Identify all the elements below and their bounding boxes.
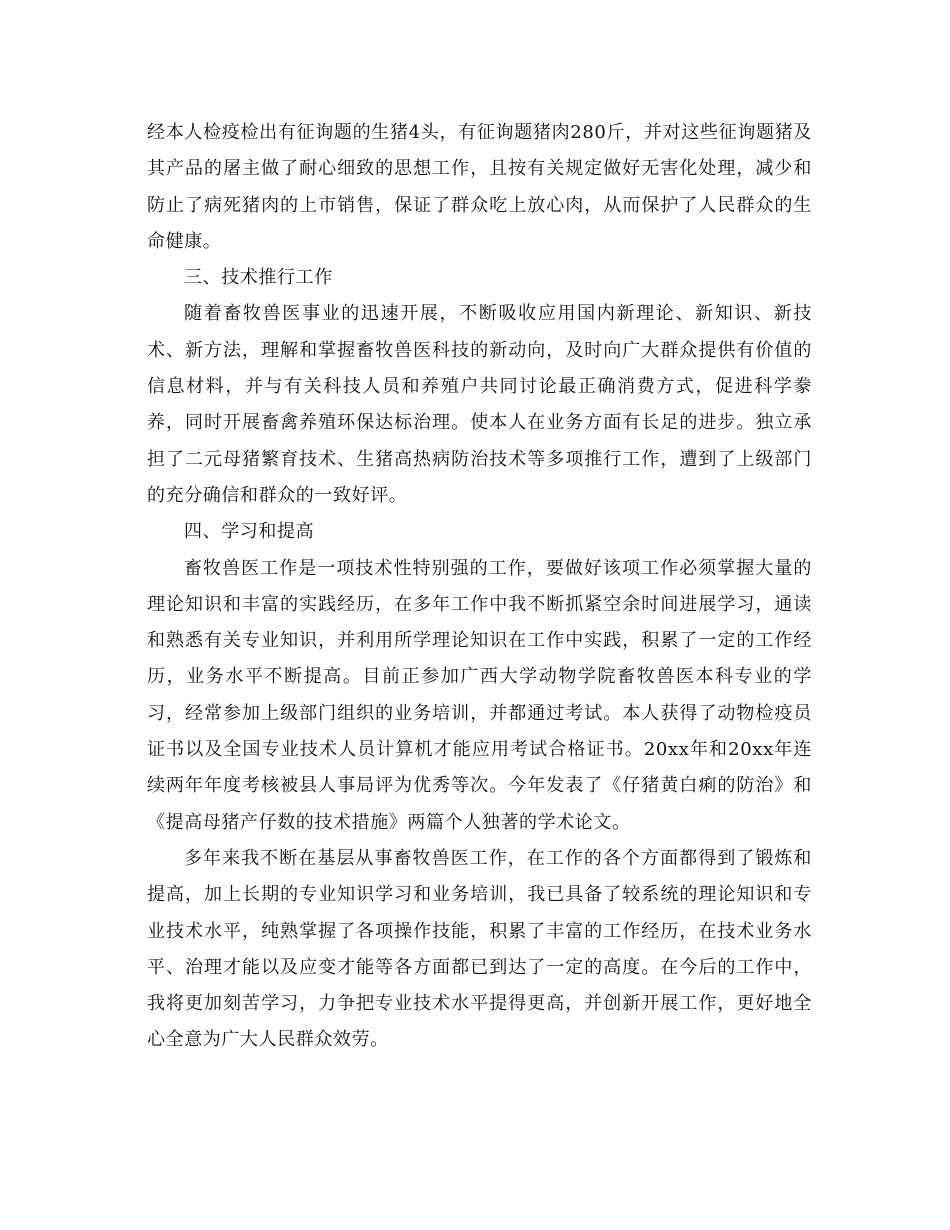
section-heading-study: 四、学习和提高 (184, 521, 315, 543)
section-heading-tech-promotion: 三、技术推行工作 (184, 267, 333, 289)
paragraph-inspection-results: 经本人检疫检出有征询题的生猪4头，有征询题猪肉280斤，并对这些征询题猪及其产品的屠主做了耐心细致的思想工作，且按有关规定做好无害化处理，减少和防止了病死猪肉的上市销售，保证了群众吃上放心肉，从而保护了人民群众的生命健康。 (147, 122, 812, 252)
paragraph-tech-promotion: 随着畜牧兽医事业的迅速开展，不断吸收应用国内新理论、新知识、新技术、新方法，理解和掌握畜牧兽医科技的新动向，及时向广大群众提供有价值的信息材料，并与有关科技人员和养殖户共同讨论最正确消费方式，促进科学豢养，同时开展畜禽养殖环保达标治理。使本人在业务方面有长足的进步。独立承担了二元母猪繁育技术、生猪高热病防治技术等多项推行工作，遭到了上级部门的充分确信和群众的一致好评。 (147, 303, 812, 506)
paragraph-summary: 多年来我不断在基层从事畜牧兽医工作，在工作的各个方面都得到了锻炼和提高，加上长期的专业知识学习和业务培训，我已具备了较系统的理论知识和专业技术水平，纯熟掌握了各项操作技能，积累了丰富的工作经历，在技术业务水平、治理才能以及应变才能等各方面都已到达了一定的高度。在今后的工作中，我将更加刻苦学习，力争把专业技术水平提得更高，并创新开展工作，更好地全心全意为广大人民群众效劳。 (147, 847, 812, 1051)
document-body (147, 115, 812, 1059)
paragraph-study: 畜牧兽医工作是一项技术性特别强的工作，要做好该项工作必须掌握大量的理论知识和丰富的实践经历，在多年工作中我不断抓紧空余时间进展学习，通读和熟悉有关专业知识，并利用所学理论知识在工作中实践，积累了一定的工作经历，业务水平不断提高。目前正参加广西大学动物学院畜牧兽医本科专业的学习，经常参加上级部门组织的业务培训，并都通过考试。本人获得了动物检疫员证书以及全国专业技术人员计算机才能应用考试合格证书。20xx年和20xx年连续两年年度考核被县人事局评为优秀等次。今年发表了《仔猪黄白痢的防治》和《提高母猪产仔数的技术措施》两篇个人独著的学术论文。 (147, 557, 812, 833)
